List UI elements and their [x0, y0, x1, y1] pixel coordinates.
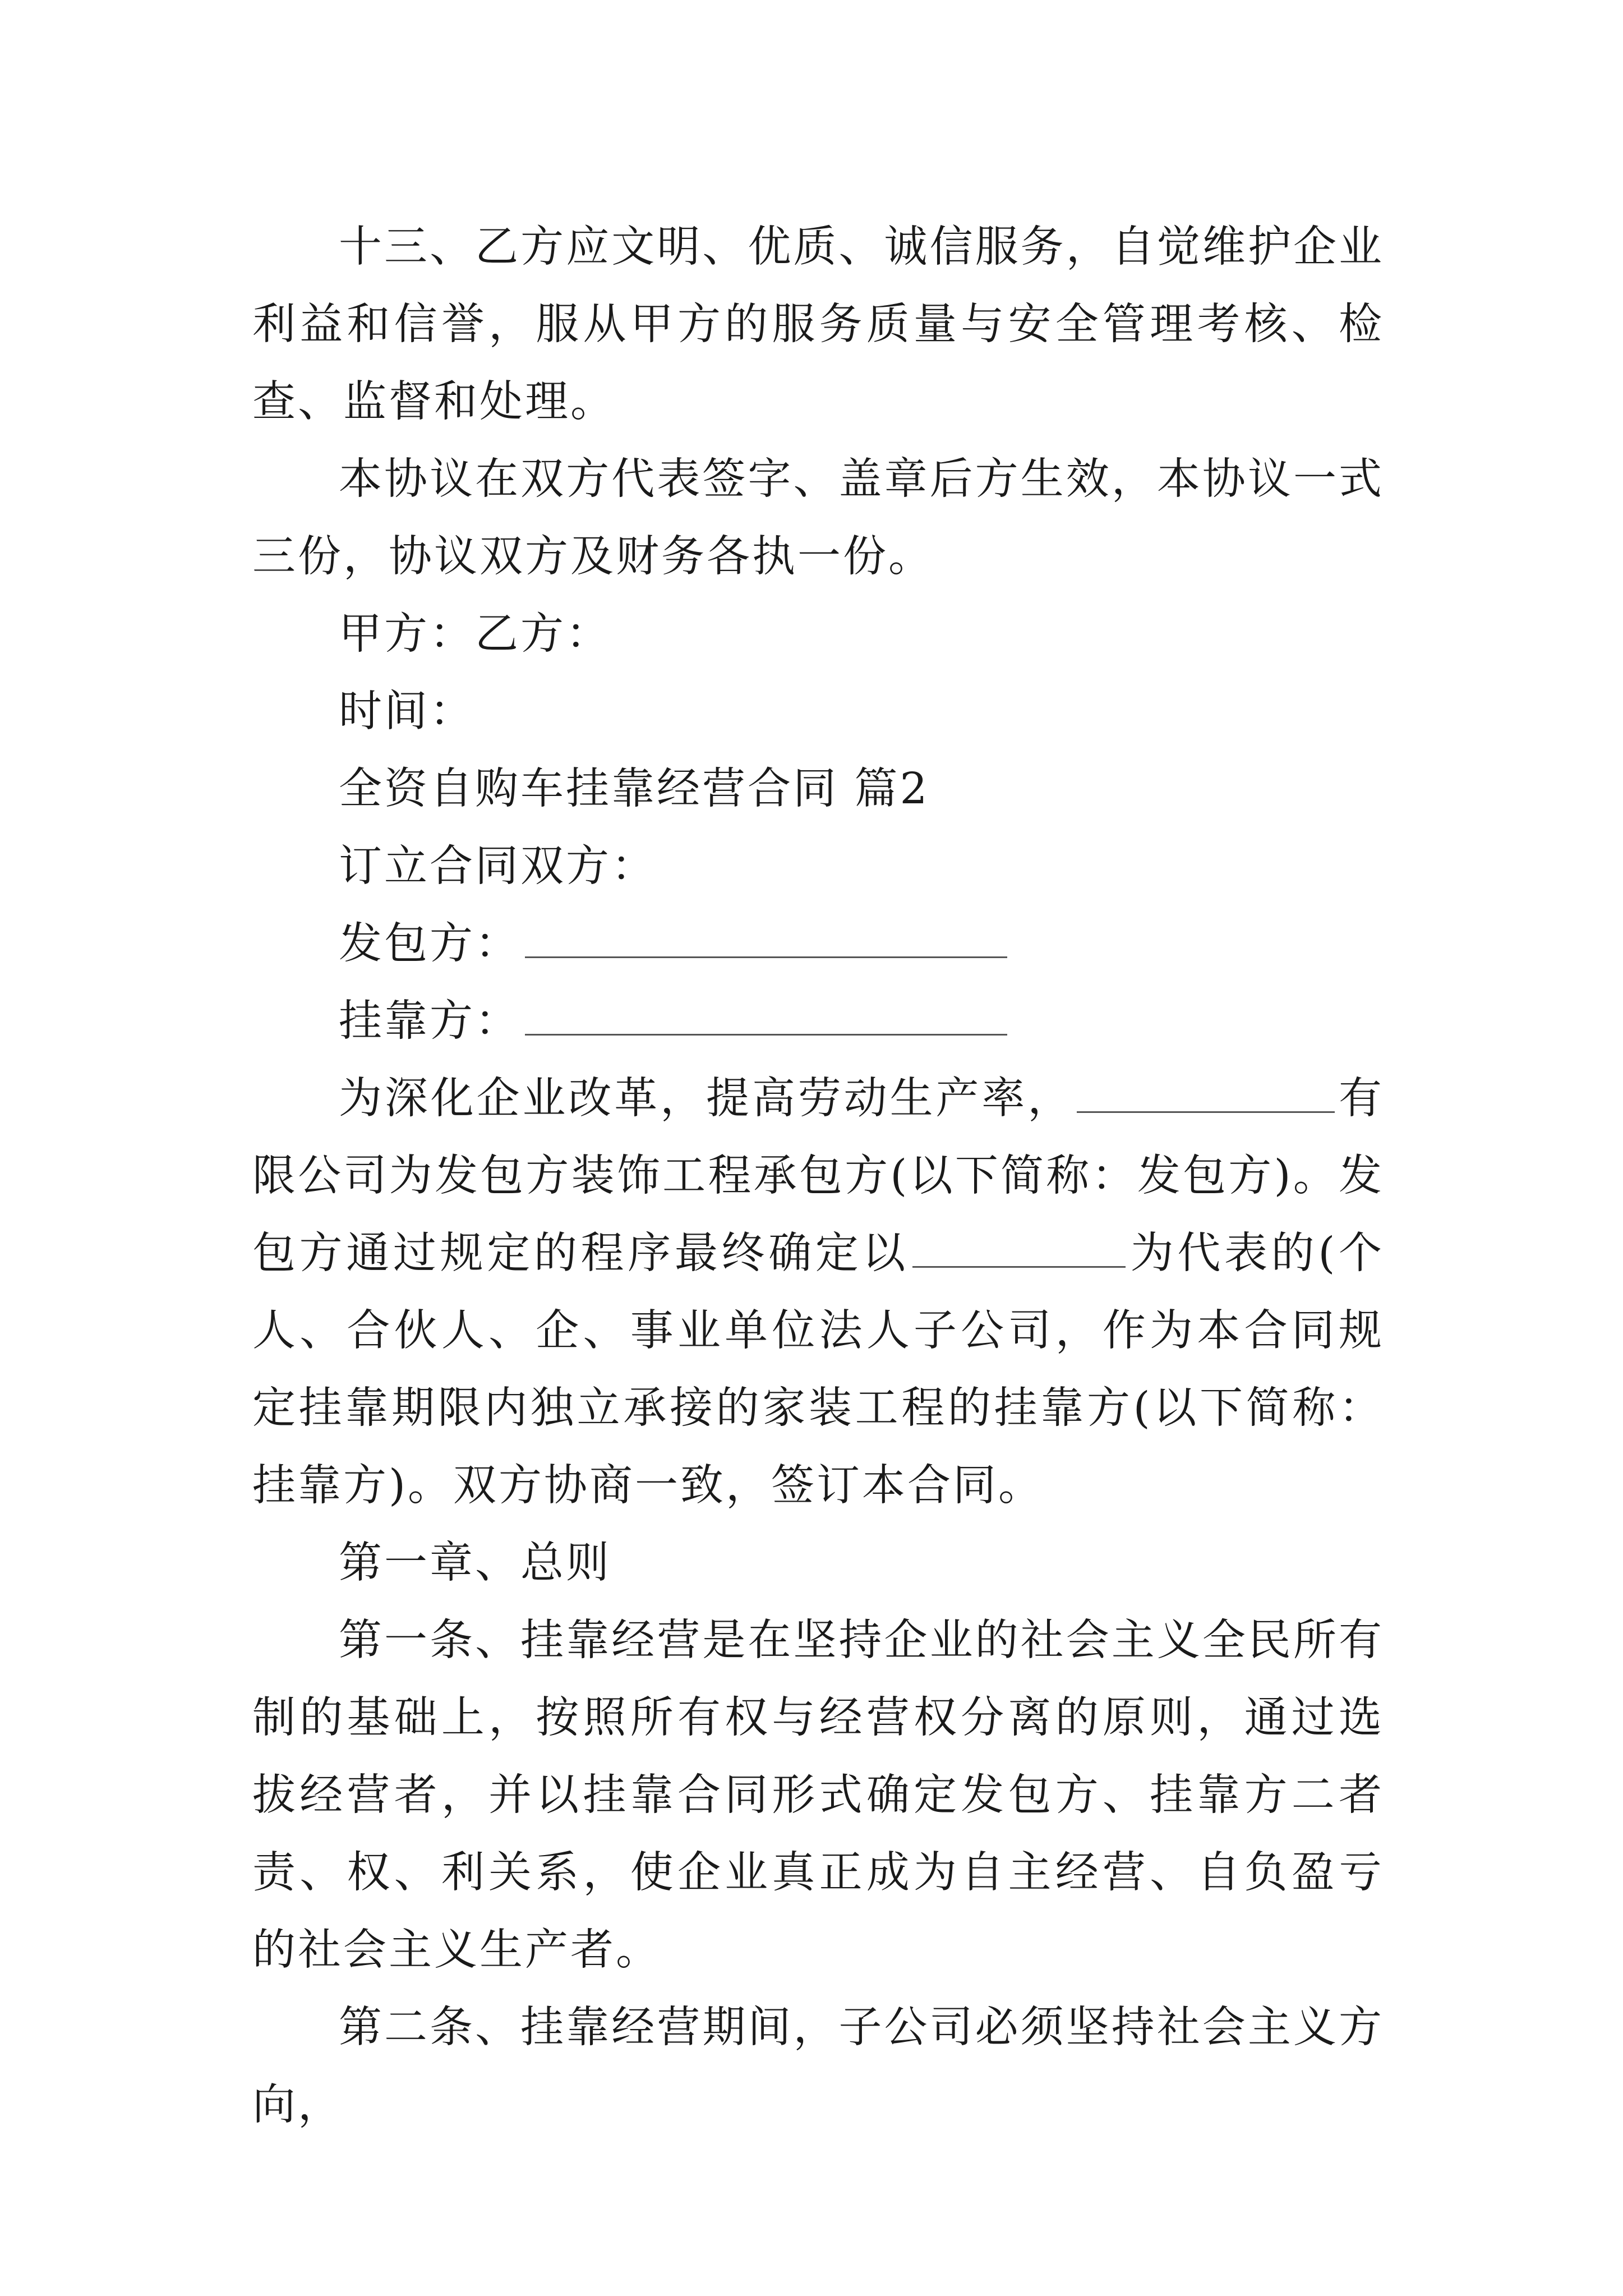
contract-title: 全资自购车挂靠经营合同 篇2: [339, 764, 930, 814]
party-signature-line: 甲方：乙方：: [339, 609, 611, 659]
intro-part-1: 为深化企业改革，提高劳动生产率，: [339, 1074, 1074, 1124]
company-blank: [1077, 1076, 1335, 1113]
intro-part-2: 有限公司为发包方装饰工程承包方(以下简称：发包方)。发包方通过规定的程序最终确定以: [252, 1074, 1385, 1278]
contractor-blank: [525, 922, 1007, 958]
time-line: 时间：: [339, 687, 475, 737]
intro-paragraph: [252, 1060, 1384, 1525]
affiliate-label: 挂靠方：: [339, 996, 520, 1046]
representative-blank: [912, 1231, 1126, 1268]
affiliate-blank: [525, 999, 1007, 1036]
article-2: 第二条、挂靠经营期间，子公司必须坚持社会主义方向，: [252, 2003, 1384, 2130]
article-1: 第一条、挂靠经营是在坚持企业的社会主义全民所有制的基础上，按照所有权与经营权分离的原则，通过选拔经营者，并以挂靠合同形式确定发包方、挂靠方二者责、权、利关系，使企业真正成为自主经营、自负盈亏的社会主义生产者。: [252, 1616, 1384, 1975]
parties-heading: 订立合同双方：: [339, 841, 657, 891]
intro-part-3: 为代表的(个人、合伙人、企、事业单位法人子公司，作为本合同规定挂靠期限内独立承接的家装工程的挂靠方(以下简称：挂靠方)。双方协商一致，签订本合同。: [252, 1228, 1385, 1511]
effect-clause: 本协议在双方代表签字、盖章后方生效，本协议一式三份，协议双方及财务各执一份。: [252, 454, 1384, 582]
document-body: [252, 209, 1384, 2144]
clause-13: 十三、乙方应文明、优质、诚信服务，自觉维护企业利益和信誉，服从甲方的服务质量与安全管理考核、检查、监督和处理。: [252, 222, 1384, 427]
affiliate-line: [252, 983, 1384, 1060]
contractor-line: [252, 905, 1384, 983]
contractor-label: 发包方：: [339, 919, 520, 969]
chapter-1-heading: 第一章、总则: [339, 1538, 611, 1588]
